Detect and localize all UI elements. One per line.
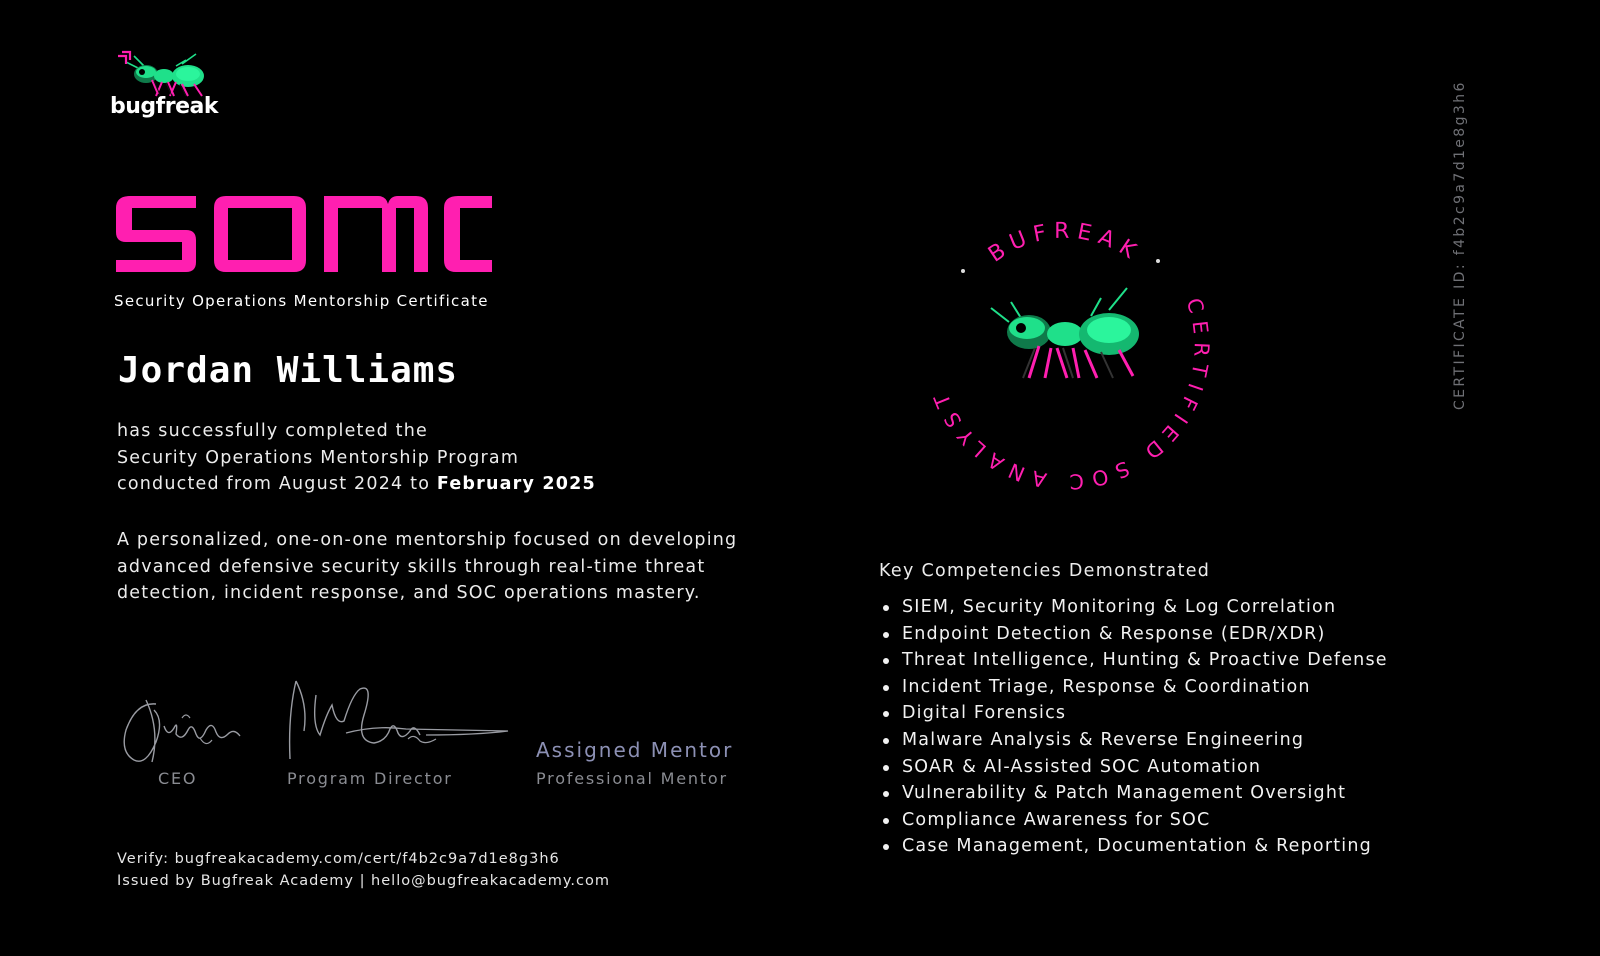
badge-top-text: BUFREAK xyxy=(984,218,1146,268)
mentor-subtitle: Professional Mentor xyxy=(536,769,728,788)
mentor-title: Assigned Mentor xyxy=(536,738,734,762)
competency-item: Case Management, Documentation & Reporting xyxy=(878,833,1388,860)
director-signature xyxy=(286,675,512,767)
competency-item: Threat Intelligence, Hunting & Proactive Defense xyxy=(878,647,1388,674)
competency-item: Vulnerability & Patch Management Oversight xyxy=(878,780,1388,807)
completion-period: conducted from August 2024 to xyxy=(117,474,437,494)
brand-logo xyxy=(110,50,250,130)
completion-line xyxy=(117,471,677,498)
certificate-id: CERTIFICATE ID: f4b2c9a7d1e8g3h6 xyxy=(1452,80,1468,410)
completion-end-date: February 2025 xyxy=(436,474,596,494)
director-label: Program Director xyxy=(287,769,453,788)
program-description: A personalized, one-on-one mentorship focused on developing advanced defensive security skills through real-time threat detection, incident response, and SOC operations mastery. xyxy=(117,530,738,603)
competencies-heading: Key Competencies Demonstrated xyxy=(879,561,1211,581)
competencies-list xyxy=(878,594,1388,860)
badge-ring-text: CERTIFIED SOC ANALYST xyxy=(926,295,1214,495)
competency-item: Endpoint Detection & Response (EDR/XDR) xyxy=(878,621,1388,648)
competency-item: Digital Forensics xyxy=(878,700,1388,727)
acronym-lettering xyxy=(116,196,506,278)
competency-item: SIEM, Security Monitoring & Log Correlation xyxy=(878,594,1388,621)
completion-line: Security Operations Mentorship Program xyxy=(117,447,520,468)
verify-link[interactable]: Verify: bugfreakacademy.com/cert/f4b2c9a7d1e8g3h6 xyxy=(117,851,560,867)
competency-item: Compliance Awareness for SOC xyxy=(878,807,1388,834)
certification-badge xyxy=(905,190,1225,510)
ceo-signature xyxy=(116,690,246,772)
competency-item: Malware Analysis & Reverse Engineering xyxy=(878,727,1388,754)
issuer-contact: Issued by Bugfreak Academy | hello@bugfreakacademy.com xyxy=(117,873,610,889)
chevron-up-right-icon xyxy=(116,50,132,66)
certificate-acronym xyxy=(116,196,506,278)
ceo-label: CEO xyxy=(158,769,198,788)
certificate-subtitle: Security Operations Mentorship Certificate xyxy=(114,292,489,310)
completion-line: has successfully completed the xyxy=(117,421,428,441)
competency-item: SOAR & AI-Assisted SOC Automation xyxy=(878,754,1388,781)
ant-icon xyxy=(991,288,1139,378)
recipient-name: Jordan Williams xyxy=(118,350,459,391)
completion-statement xyxy=(117,418,677,498)
competency-item: Incident Triage, Response & Coordination xyxy=(878,674,1388,701)
logo-wordmark: bugfreak xyxy=(110,94,218,119)
